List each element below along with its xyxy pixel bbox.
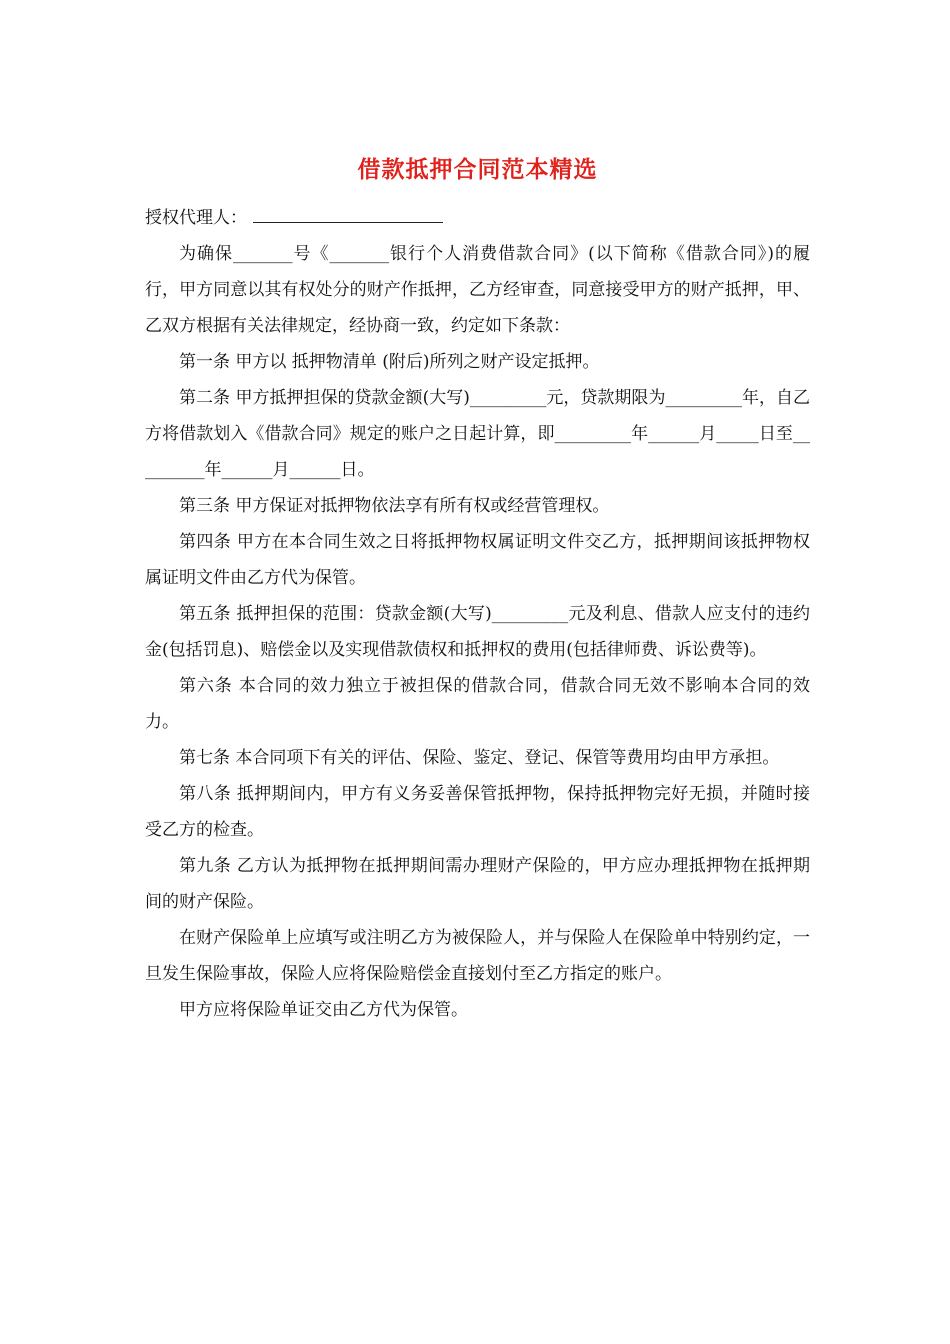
paragraph-preamble: 为确保_______号《_______银行个人消费借款合同》(以下简称《借款合同》)的履行，甲方同意以其有权处分的财产作抵押，乙方经审查，同意接受甲方的财产抵押，甲、乙双方根据有关法律规定，经协商一致，约定如下条款： xyxy=(145,244,810,336)
paragraph-insurance-custody: 甲方应将保险单证交由乙方代为保管。 xyxy=(179,1000,468,1020)
paragraph-article-5: 第五条 抵押担保的范围：贷款金额(大写)_________元及利息、借款人应支付的违约金(包括罚息)、赔偿金以及实现借款债权和抵押权的费用(包括律师费、诉讼费等)。 xyxy=(145,604,810,660)
document-title: 借款抵押合同范本精选 xyxy=(357,157,598,183)
paragraph-insurance-beneficiary: 在财产保险单上应填写或注明乙方为被保险人，并与保险人在保险单中特别约定，一旦发生保险事故，保险人应将保险赔偿金直接划付至乙方指定的账户。 xyxy=(145,928,810,984)
paragraph-article-6: 第六条 本合同的效力独立于被担保的借款合同，借款合同无效不影响本合同的效力。 xyxy=(145,676,810,732)
authorized-agent-row xyxy=(145,204,810,230)
paragraph-article-3: 第三条 甲方保证对抵押物依法享有所有权或经营管理权。 xyxy=(179,496,610,516)
paragraph-article-4: 第四条 甲方在本合同生效之日将抵押物权属证明文件交乙方，抵押期间该抵押物权属证明文件由乙方代为保管。 xyxy=(145,532,810,588)
authorized-agent-label: 授权代理人： xyxy=(145,208,247,228)
paragraph-article-9: 第九条 乙方认为抵押物在抵押期间需办理财产保险的，甲方应办理抵押物在抵押期间的财产保险。 xyxy=(145,856,810,912)
paragraph-article-8: 第八条 抵押期间内，甲方有义务妥善保管抵押物，保持抵押物完好无损，并随时接受乙方的检查。 xyxy=(145,784,810,840)
authorized-agent-blank xyxy=(253,204,443,223)
paragraph-article-7: 第七条 本合同项下有关的评估、保险、鉴定、登记、保管等费用均由甲方承担。 xyxy=(179,748,780,768)
paragraph-article-1: 第一条 甲方以 抵押物清单 (附后)所列之财产设定抵押。 xyxy=(179,352,600,372)
document-page xyxy=(145,150,810,1028)
paragraph-article-2: 第二条 甲方抵押担保的贷款金额(大写)_________元，贷款期限为_________年，自乙方将借款划入《借款合同》规定的账户之日起计算，即_________年______月_____日至_________年______月______日。 xyxy=(145,388,810,480)
